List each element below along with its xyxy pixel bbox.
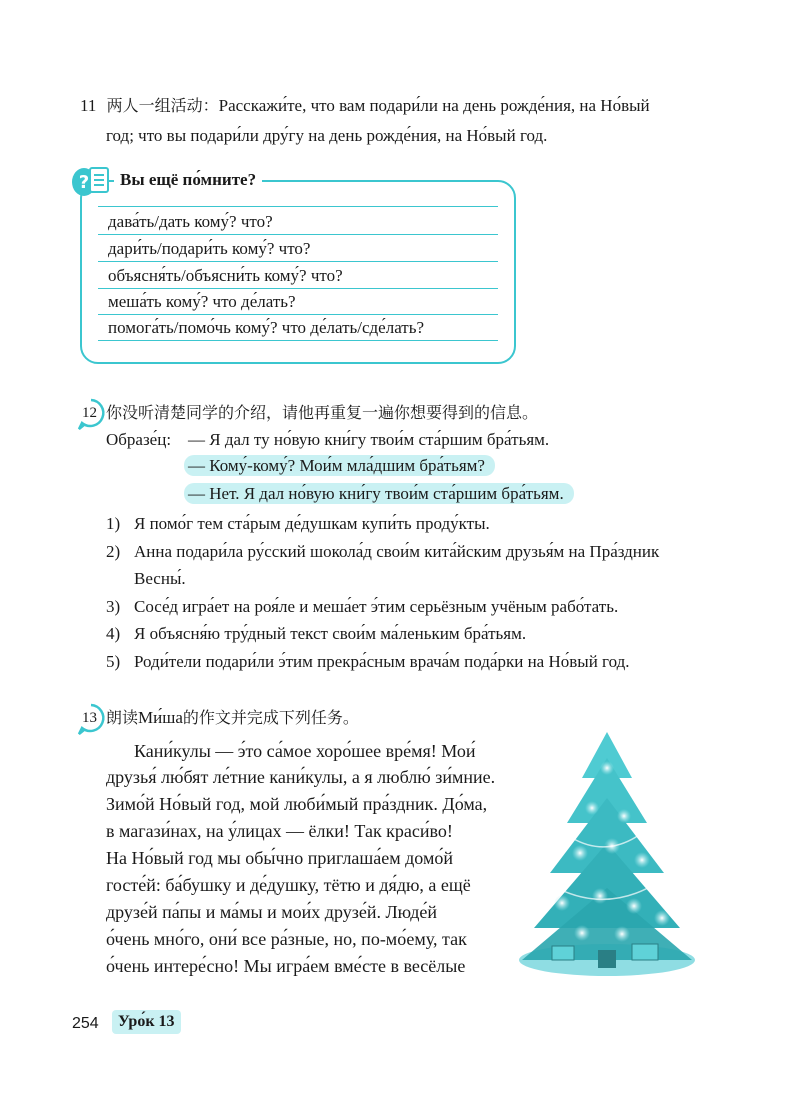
ex12-item-number: 5) xyxy=(106,652,121,671)
ex12-dialog-line: — Я дал ту но́вую кни́гу твои́м ста́ршим бра́тьям. xyxy=(188,430,550,449)
ex12-task: 你没听清楚同学的介绍，请他再重复一遍你想要得到的信息。 xyxy=(106,403,539,422)
remember-rule xyxy=(98,234,498,235)
remember-item: дари́ть/подари́ть кому́? что? xyxy=(108,239,311,258)
ex12-item-text: Сосе́д игра́ет на роя́ле и меша́ет э́тим серьёзным учёным рабо́тать. xyxy=(134,597,619,616)
ex12-dialog-line xyxy=(184,484,574,504)
ex13-task-cn-2: 的作文并完成下列任务。 xyxy=(182,708,359,727)
page-number: 254 xyxy=(72,1015,99,1032)
ex12-item-text: Роди́тели подари́ли э́тим прекра́сным врача́м пода́рки на Но́вый год. xyxy=(134,652,630,671)
remember-item: меша́ть кому́? что де́лать? xyxy=(108,292,296,311)
ex12-sample-label: Образе́ц: xyxy=(106,430,172,449)
ex11-text-2: год; что вы подари́ли дру́гу на день рожде́ния, на Но́вый год. xyxy=(106,126,548,145)
svg-text:?: ? xyxy=(78,172,90,193)
ex12-item-text: Анна подари́ла ру́сский шокола́д свои́м кита́йским друзья́м на Пра́здник xyxy=(134,542,660,561)
ex12-highlight: — Кому́-кому́? Мои́м мла́дшим бра́тьям? xyxy=(184,455,495,476)
ex12-item-text: Я помо́г тем ста́рым де́душкам купи́ть проду́кты. xyxy=(134,514,490,533)
essay-line: госте́й: ба́бушку и де́душку, тётю и дя́дю, а ещё xyxy=(106,875,471,895)
ex12-item-number: 2) xyxy=(106,542,121,561)
ex12-highlight: — Нет. Я дал но́вую кни́гу твои́м ста́ршим бра́тьям. xyxy=(184,483,574,504)
ex12-item-number: 4) xyxy=(106,624,121,643)
ex11-number: 11 xyxy=(80,96,97,115)
ex12-item-number: 1) xyxy=(106,514,121,533)
question-notes-icon xyxy=(70,164,114,200)
remember-item: помога́ть/помо́чь кому́? что де́лать/сде́лать? xyxy=(108,318,425,337)
remember-title: Вы ещё по́мните? xyxy=(114,168,262,192)
ex13-number: 13 xyxy=(82,710,97,726)
ex12-item-text: Я объясня́ю тру́дный текст свои́м ма́леньким бра́тьям. xyxy=(134,624,527,643)
essay-line: Кани́кулы — э́то са́мое хоро́шее вре́мя! Мои́ xyxy=(134,741,476,761)
essay-line: о́чень интере́сно! Мы игра́ем вме́сте в весёлые xyxy=(106,956,466,976)
ex11-text-1: Расскажи́те, что вам подари́ли на день рожде́ния, на Но́вый xyxy=(218,96,650,115)
ex12-number: 12 xyxy=(82,405,97,421)
remember-rule xyxy=(98,206,498,207)
essay-line: в магази́нах, на у́лицах — ёлки! Так краси́во! xyxy=(106,821,453,841)
ex12-item-number: 3) xyxy=(106,597,121,616)
ex13-task xyxy=(106,708,359,728)
ex12-dialog-line xyxy=(184,456,495,476)
essay-line: Зимо́й Но́вый год, мой люби́мый пра́здник. До́ма, xyxy=(106,794,488,814)
ex12-item-cont: Весны́. xyxy=(134,569,186,588)
ex11-line1 xyxy=(80,96,650,116)
ex13-task-name: Ми́ша xyxy=(138,708,183,727)
essay-line: друзе́й па́пы и ма́мы и мои́х друзе́й. Люде́й xyxy=(106,902,437,922)
essay-line: о́чень мно́го, они́ все ра́зные, но, по-мо́ему, так xyxy=(106,929,467,949)
remember-item: объясня́ть/объясни́ть кому́? что? xyxy=(108,266,343,285)
lesson-badge: Уро́к 13 xyxy=(112,1010,181,1034)
remember-rule xyxy=(98,314,498,315)
ex11-task-cn: 两人一组活动： xyxy=(106,96,219,115)
remember-rule xyxy=(98,288,498,289)
remember-rule xyxy=(98,340,498,341)
essay-line: друзья́ лю́бят ле́тние кани́кулы, а я люблю́ зи́мние. xyxy=(106,767,496,787)
remember-rule xyxy=(98,261,498,262)
christmas-tree-illustration xyxy=(512,728,702,980)
essay-line: На Но́вый год мы обы́чно приглаша́ем домо́й xyxy=(106,848,453,868)
ex13-task-cn-1: 朗读 xyxy=(106,708,139,727)
remember-item: дава́ть/дать кому́? что? xyxy=(108,212,273,231)
